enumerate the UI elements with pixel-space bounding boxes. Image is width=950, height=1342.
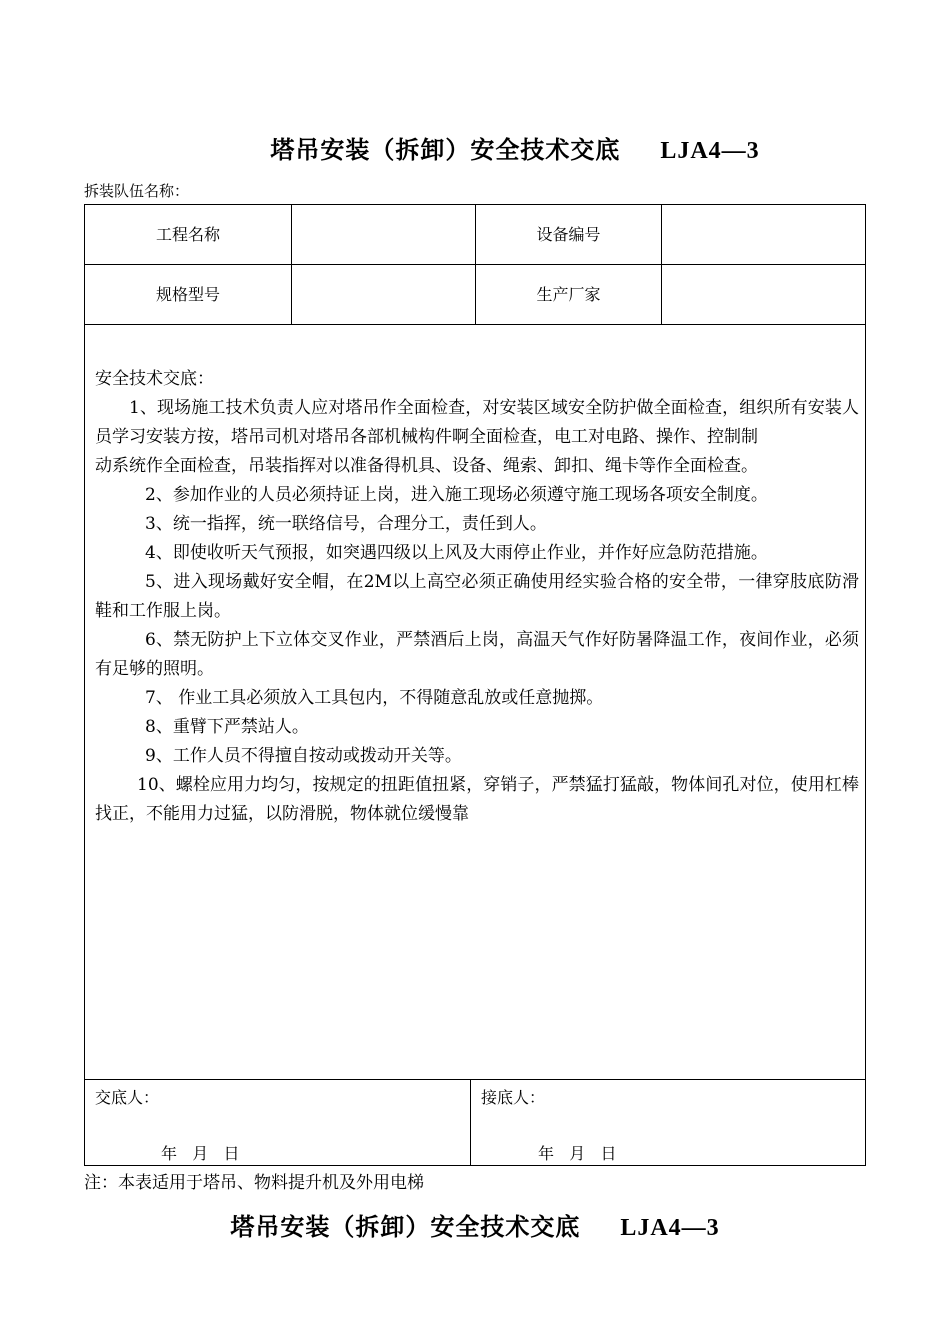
content-item-8: 8、重臂下严禁站人。 [145, 717, 309, 737]
content-item-4: 4、即使收听天气预报，如突遇四级以上风及大雨停止作业，并作好应急防范措施。 [145, 543, 768, 563]
title-text: 塔吊安装（拆卸）安全技术交底 [270, 135, 621, 164]
model-field[interactable] [292, 265, 475, 325]
manufacturer-label: 生产厂家 [536, 285, 601, 304]
content-item-10: 10、螺栓应用力均匀，按规定的扭距值扭紧，穿销子，严禁猛打猛敲，物体间孔对位，使用杠棒找正，不能用力过猛，以防滑脱，物体就位缓慢靠 [95, 775, 859, 824]
disclosure-content [95, 365, 859, 829]
form-code: LJA4—3 [660, 138, 760, 164]
receiver-date: 年 月 日 [538, 1144, 617, 1163]
footnote: 注：本表适用于塔吊、物料提升机及外用电梯 [84, 1173, 424, 1193]
handover-person-label: 交底人： [95, 1088, 160, 1107]
content-item-6: 6、禁无防护上下立体交叉作业，严禁酒后上岗，高温天气作好防暑降温工作，夜间作业，必须有足够的照明。 [95, 630, 859, 679]
content-item-3: 3、统一指挥，统一联络信号，合理分工，责任到人。 [145, 514, 547, 534]
content-item-9: 9、工作人员不得擅自按动或拨动开关等。 [145, 746, 462, 766]
page-title [0, 130, 950, 165]
manufacturer-field[interactable] [662, 265, 865, 325]
model-label: 规格型号 [155, 285, 220, 304]
row-divider [85, 1079, 865, 1080]
title-text-repeat: 塔吊安装（拆卸）安全技术交底 [230, 1212, 581, 1241]
handover-date: 年 月 日 [161, 1144, 240, 1163]
project-name-field[interactable] [292, 205, 475, 265]
device-no-field[interactable] [662, 205, 865, 265]
content-item-1-cont: 动系统作全面检查，吊装指挥对以准备得机具、设备、绳索、卸扣、绳卡等作全面检查。 [95, 456, 758, 476]
content-heading: 安全技术交底： [95, 369, 214, 389]
content-item-2: 2、参加作业的人员必须持证上岗，进入施工现场必须遵守施工现场各项安全制度。 [145, 485, 768, 505]
disclosure-form [84, 204, 866, 1166]
content-item-1: 1、现场施工技术负责人应对塔吊作全面检查，对安装区域安全防护做全面检查，组织所有安装人员学习安装方按，塔吊司机对塔吊各部机械构件啊全面检查，电工对电路、操作、控制制 [95, 398, 859, 447]
device-no-label: 设备编号 [536, 225, 601, 244]
repeated-page-title [0, 1207, 950, 1242]
content-item-7: 7、 作业工具必须放入工具包内，不得随意乱放或任意抛掷。 [145, 688, 604, 708]
project-name-label: 工程名称 [155, 225, 220, 244]
form-code-repeat: LJA4—3 [620, 1215, 720, 1241]
receiver-person-label: 接底人： [481, 1088, 546, 1107]
col-divider [470, 1079, 471, 1165]
team-name-label: 拆装队伍名称： [84, 182, 190, 200]
content-item-5: 5、进入现场戴好安全帽，在2M以上高空必须正确使用经实验合格的安全带，一律穿肢底防滑鞋和工作服上岗。 [95, 572, 859, 621]
